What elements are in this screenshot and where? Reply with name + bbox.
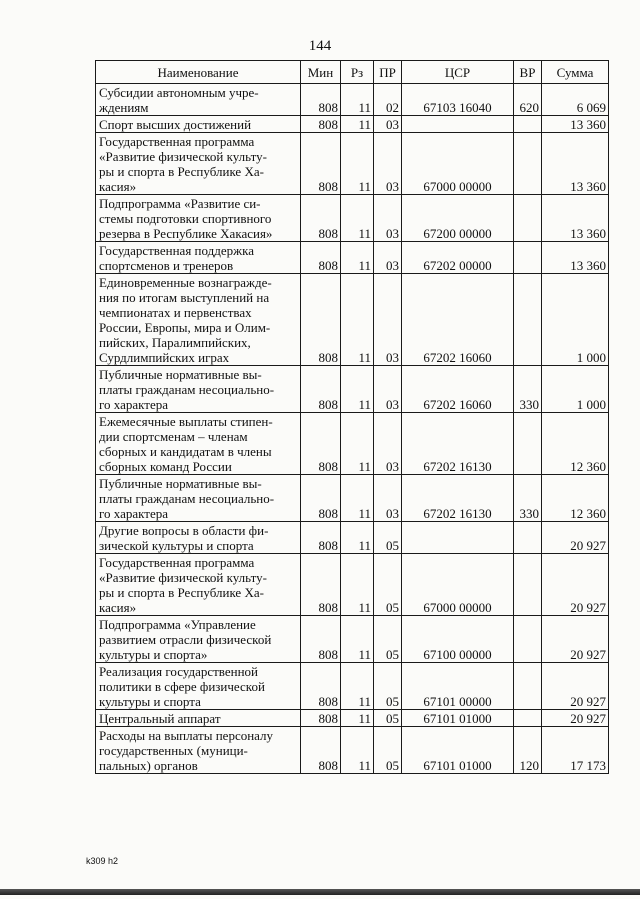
cell-rz: 11	[341, 710, 374, 727]
cell-rz: 11	[341, 522, 374, 554]
cell-rz: 11	[341, 554, 374, 616]
table-row	[96, 475, 609, 522]
cell-name-line: развитием отрасли физической	[99, 632, 272, 647]
cell-rz: 11	[341, 413, 374, 475]
cell-name-line: го характера	[99, 506, 168, 521]
table-row	[96, 133, 609, 195]
table-row	[96, 413, 609, 475]
cell-rz: 11	[341, 663, 374, 710]
table-row	[96, 710, 609, 727]
cell-name	[96, 727, 301, 774]
cell-name-line: Центральный аппарат	[99, 711, 221, 726]
cell-sum: 20 927	[542, 616, 609, 663]
cell-csr: 67202 16130	[402, 413, 514, 475]
cell-min: 808	[301, 554, 341, 616]
cell-csr: 67200 00000	[402, 195, 514, 242]
cell-sum: 13 360	[542, 133, 609, 195]
cell-name	[96, 195, 301, 242]
cell-csr: 67101 00000	[402, 663, 514, 710]
document-code: k309 h2	[86, 856, 119, 866]
cell-name-line: России, Европы, мира и Олим-	[99, 320, 271, 335]
cell-name-line: сборных команд России	[99, 459, 232, 474]
cell-name	[96, 522, 301, 554]
cell-min: 808	[301, 242, 341, 274]
cell-name-line: платы гражданам несоциально-	[99, 491, 275, 506]
cell-vr	[514, 195, 542, 242]
cell-min: 808	[301, 710, 341, 727]
cell-pr: 05	[374, 554, 402, 616]
header-sum: Сумма	[542, 61, 609, 84]
cell-sum: 12 360	[542, 413, 609, 475]
page-number: 144	[308, 38, 332, 54]
table-row	[96, 727, 609, 774]
cell-csr: 67000 00000	[402, 133, 514, 195]
cell-name	[96, 616, 301, 663]
cell-min: 808	[301, 116, 341, 133]
header-vr: ВР	[514, 61, 542, 84]
cell-sum: 13 360	[542, 242, 609, 274]
cell-name-line: сборных и кандидатам в члены	[99, 444, 272, 459]
cell-vr	[514, 116, 542, 133]
cell-rz: 11	[341, 195, 374, 242]
cell-name	[96, 475, 301, 522]
cell-name-line: резерва в Республике Хакасия»	[99, 226, 273, 241]
cell-name-line: зической культуры и спорта	[99, 538, 254, 553]
cell-min: 808	[301, 84, 341, 116]
cell-name	[96, 663, 301, 710]
cell-name	[96, 242, 301, 274]
cell-vr	[514, 554, 542, 616]
cell-csr	[402, 116, 514, 133]
cell-sum: 13 360	[542, 116, 609, 133]
cell-name-line: Другие вопросы в области фи-	[99, 523, 269, 538]
table-row	[96, 663, 609, 710]
cell-pr: 05	[374, 616, 402, 663]
table-row	[96, 116, 609, 133]
cell-name-line: Ежемесячные выплаты стипен-	[99, 414, 273, 429]
cell-csr: 67000 00000	[402, 554, 514, 616]
cell-csr	[402, 522, 514, 554]
cell-name-line: спортсменов и тренеров	[99, 258, 234, 273]
cell-min: 808	[301, 522, 341, 554]
cell-vr: 120	[514, 727, 542, 774]
cell-vr	[514, 242, 542, 274]
cell-sum: 20 927	[542, 710, 609, 727]
cell-csr: 67202 00000	[402, 242, 514, 274]
cell-min: 808	[301, 663, 341, 710]
cell-name	[96, 554, 301, 616]
header-rz: Рз	[341, 61, 374, 84]
table-header-row	[96, 61, 609, 84]
cell-pr: 05	[374, 522, 402, 554]
cell-name-line: государственных (муници-	[99, 743, 248, 758]
table-body	[96, 84, 609, 774]
cell-pr: 05	[374, 727, 402, 774]
cell-rz: 11	[341, 274, 374, 366]
cell-vr: 330	[514, 366, 542, 413]
header-pr: ПР	[374, 61, 402, 84]
cell-name	[96, 366, 301, 413]
cell-name	[96, 413, 301, 475]
cell-min: 808	[301, 616, 341, 663]
cell-name-line: касия»	[99, 179, 137, 194]
header-csr: ЦСР	[402, 61, 514, 84]
cell-name-line: ры и спорта в Республике Ха-	[99, 585, 264, 600]
table-row	[96, 522, 609, 554]
cell-min: 808	[301, 475, 341, 522]
cell-name-line: пийских, Паралимпийских,	[99, 335, 251, 350]
budget-table	[95, 60, 609, 774]
table-row	[96, 616, 609, 663]
cell-name-line: Подпрограмма «Управление	[99, 617, 256, 632]
cell-sum: 20 927	[542, 554, 609, 616]
cell-name-line: политики в сфере физической	[99, 679, 265, 694]
cell-rz: 11	[341, 616, 374, 663]
header-name: Наименование	[96, 61, 301, 84]
cell-rz: 11	[341, 727, 374, 774]
cell-pr: 03	[374, 242, 402, 274]
cell-name-line: Спорт высших достижений	[99, 117, 252, 132]
cell-name-line: Сурдлимпийских играх	[99, 350, 230, 365]
cell-pr: 03	[374, 366, 402, 413]
cell-pr: 05	[374, 710, 402, 727]
cell-name	[96, 274, 301, 366]
cell-pr: 03	[374, 195, 402, 242]
cell-csr: 67100 00000	[402, 616, 514, 663]
cell-min: 808	[301, 274, 341, 366]
cell-min: 808	[301, 366, 341, 413]
cell-sum: 1 000	[542, 274, 609, 366]
cell-name-line: Подпрограмма «Развитие си-	[99, 196, 261, 211]
cell-name-line: Государственная программа	[99, 555, 255, 570]
cell-rz: 11	[341, 133, 374, 195]
cell-sum: 1 000	[542, 366, 609, 413]
cell-name-line: Публичные нормативные вы-	[99, 476, 262, 491]
cell-name-line: Публичные нормативные вы-	[99, 367, 262, 382]
cell-csr: 67202 16060	[402, 366, 514, 413]
cell-vr	[514, 616, 542, 663]
cell-rz: 11	[341, 116, 374, 133]
cell-sum: 6 069	[542, 84, 609, 116]
cell-vr	[514, 413, 542, 475]
cell-pr: 03	[374, 413, 402, 475]
table-row	[96, 554, 609, 616]
cell-sum: 13 360	[542, 195, 609, 242]
cell-pr: 05	[374, 663, 402, 710]
cell-name-line: Государственная программа	[99, 134, 255, 149]
header-min: Мин	[301, 61, 341, 84]
table-row	[96, 274, 609, 366]
cell-vr: 620	[514, 84, 542, 116]
cell-vr	[514, 133, 542, 195]
cell-csr: 67101 01000	[402, 727, 514, 774]
cell-name	[96, 133, 301, 195]
cell-pr: 03	[374, 116, 402, 133]
cell-name-line: ждениям	[99, 100, 149, 115]
cell-name	[96, 116, 301, 133]
table-row	[96, 84, 609, 116]
table-row	[96, 242, 609, 274]
cell-min: 808	[301, 413, 341, 475]
cell-rz: 11	[341, 84, 374, 116]
cell-name-line: ры и спорта в Республике Ха-	[99, 164, 264, 179]
cell-name-line: платы гражданам несоциально-	[99, 382, 275, 397]
scan-edge-line	[0, 889, 640, 895]
cell-name-line: стемы подготовки спортивного	[99, 211, 272, 226]
cell-name-line: ния по итогам выступлений на	[99, 290, 270, 305]
cell-name-line: «Развитие физической культу-	[99, 149, 267, 164]
cell-vr: 330	[514, 475, 542, 522]
cell-name-line: культуры и спорта	[99, 694, 201, 709]
cell-name-line: касия»	[99, 600, 137, 615]
cell-name-line: культуры и спорта»	[99, 647, 208, 662]
cell-name-line: Субсидии автономным учре-	[99, 85, 259, 100]
cell-sum: 12 360	[542, 475, 609, 522]
table-row	[96, 195, 609, 242]
cell-rz: 11	[341, 475, 374, 522]
cell-name-line: пальных) органов	[99, 758, 198, 773]
cell-rz: 11	[341, 242, 374, 274]
cell-vr	[514, 710, 542, 727]
cell-name	[96, 84, 301, 116]
cell-name-line: дии спортсменам – членам	[99, 429, 248, 444]
cell-name-line: чемпионатах и первенствах	[99, 305, 252, 320]
table-row	[96, 366, 609, 413]
cell-name	[96, 710, 301, 727]
cell-name-line: го характера	[99, 397, 168, 412]
cell-sum: 20 927	[542, 663, 609, 710]
cell-pr: 03	[374, 274, 402, 366]
cell-vr	[514, 522, 542, 554]
cell-csr: 67101 01000	[402, 710, 514, 727]
cell-pr: 02	[374, 84, 402, 116]
cell-name-line: Реализация государственной	[99, 664, 259, 679]
cell-name-line: Государственная поддержка	[99, 243, 255, 258]
cell-csr: 67202 16060	[402, 274, 514, 366]
cell-min: 808	[301, 133, 341, 195]
cell-vr	[514, 274, 542, 366]
cell-sum: 17 173	[542, 727, 609, 774]
cell-min: 808	[301, 727, 341, 774]
cell-rz: 11	[341, 366, 374, 413]
cell-csr: 67103 16040	[402, 84, 514, 116]
cell-name-line: Единовременные вознагражде-	[99, 275, 272, 290]
cell-pr: 03	[374, 475, 402, 522]
cell-name-line: «Развитие физической культу-	[99, 570, 267, 585]
cell-sum: 20 927	[542, 522, 609, 554]
cell-pr: 03	[374, 133, 402, 195]
cell-csr: 67202 16130	[402, 475, 514, 522]
cell-vr	[514, 663, 542, 710]
cell-name-line: Расходы на выплаты персоналу	[99, 728, 274, 743]
cell-min: 808	[301, 195, 341, 242]
